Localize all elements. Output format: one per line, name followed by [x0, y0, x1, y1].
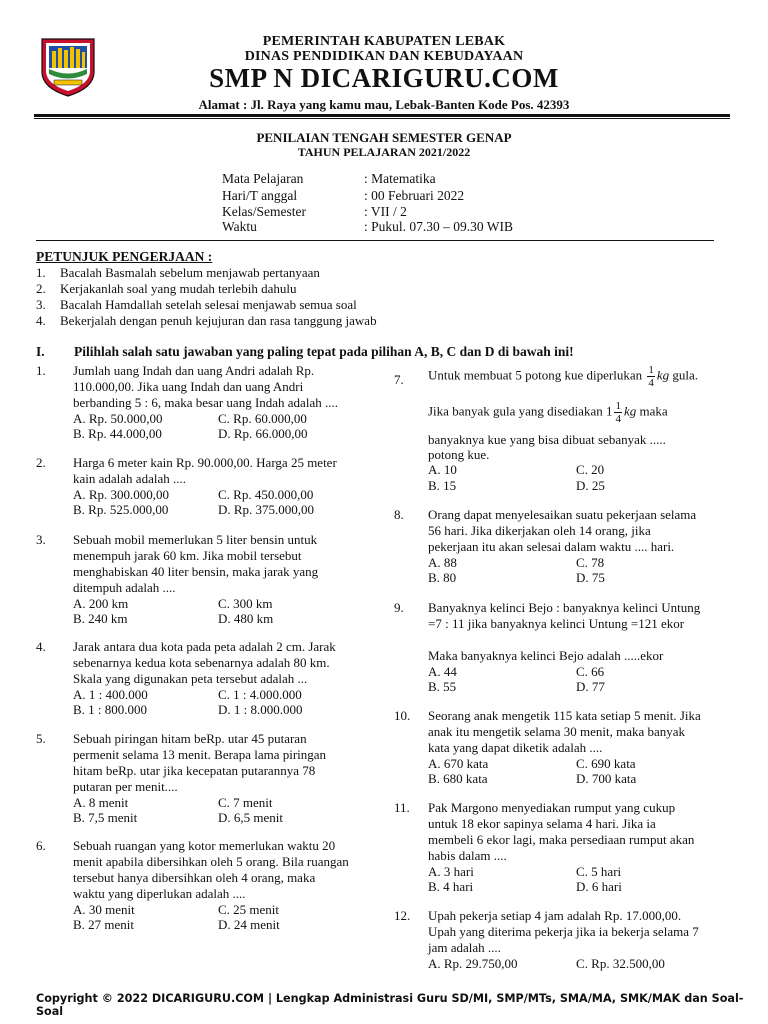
- answer-option[interactable]: B. 15: [428, 478, 457, 493]
- question-text-line: jam adalah ....: [428, 940, 501, 955]
- info-value: : 00 Februari 2022: [364, 188, 465, 203]
- info-divider: [36, 240, 714, 241]
- answer-option[interactable]: D. Rp. 375.000,00: [218, 502, 315, 517]
- answer-option[interactable]: D. 6,5 menit: [218, 810, 283, 825]
- section-number: I.: [36, 344, 45, 359]
- answer-option[interactable]: C. 1 : 4.000.000: [218, 687, 302, 702]
- fraction-denominator: 4: [648, 377, 654, 389]
- question-text-line: 56 hari. Jika dikerjakan oleh 14 orang, jika: [428, 523, 651, 538]
- answer-option[interactable]: C. Rp. 60.000,00: [218, 411, 307, 426]
- exam-year: TAHUN PELAJARAN 2021/2022: [297, 145, 471, 159]
- answer-option[interactable]: C. 7 menit: [218, 795, 273, 810]
- answer-option[interactable]: B. 7,5 menit: [73, 810, 138, 825]
- question-text-line: ditempuh adalah ....: [73, 580, 176, 595]
- question-text-line: Orang dapat menyelesaikan suatu pekerjaan selama: [428, 507, 697, 522]
- info-label: Kelas/Semester: [222, 204, 306, 219]
- school-name: SMP N DICARIGURU.COM: [209, 63, 559, 93]
- question-text-line: Maka banyaknya kelinci Bejo adalah .....ekor: [428, 648, 664, 663]
- question-text-line: Harga 6 meter kain Rp. 90.000,00. Harga 25 meter: [73, 455, 337, 470]
- instruction-number: 1.: [36, 265, 46, 280]
- answer-option[interactable]: B. 680 kata: [428, 771, 488, 786]
- question-text-line: potong kue.: [428, 447, 490, 462]
- instruction-number: 3.: [36, 297, 46, 312]
- answer-option[interactable]: D. 75: [576, 570, 605, 585]
- question-text-line: kata yang dapat diketik adalah ....: [428, 740, 603, 755]
- question-number: 4.: [36, 639, 46, 654]
- answer-option[interactable]: B. 27 menit: [73, 917, 135, 932]
- answer-option[interactable]: A. 670 kata: [428, 756, 489, 771]
- question-number: 8.: [394, 507, 404, 522]
- footer-copyright: Copyright © 2022 DICARIGURU.COM | Lengkap Administrasi Guru SD/MI, SMP/MTs, SMA/MA, SMK/MAK dan Soal-Soal: [36, 992, 744, 1018]
- question-text-line: Banyaknya kelinci Bejo : banyaknya kelinci Untung: [428, 600, 701, 615]
- question-text-line: banyaknya kue yang bisa dibuat sebanyak .....: [428, 432, 666, 447]
- question-text-line: putaran per menit....: [73, 779, 178, 794]
- fraction: [614, 400, 622, 425]
- question-text-line: [428, 400, 668, 425]
- info-label: Hari/T anggal: [222, 188, 298, 203]
- instruction-number: 2.: [36, 281, 46, 296]
- question-text-line: waktu yang diperlukan adalah ....: [73, 886, 246, 901]
- question-text-line: Skala yang digunakan peta tersebut adalah ...: [73, 671, 308, 686]
- instruction-text: Bacalah Basmalah sebelum menjawab pertanyaan: [60, 265, 320, 280]
- question-text-line: hitam beRp. utar jika kecepatan putarannya 78: [73, 763, 316, 778]
- question-number: 3.: [36, 532, 46, 547]
- fraction: [647, 364, 655, 389]
- question-number: 11.: [394, 800, 410, 815]
- info-value: : Matematika: [364, 171, 436, 186]
- department-name: DINAS PENDIDIKAN DAN KEBUDAYAAN: [244, 49, 524, 64]
- answer-option[interactable]: C. 20: [576, 462, 605, 477]
- question-text-line: menghabiskan 40 liter bensin, maka jarak yang: [73, 564, 319, 579]
- answer-option[interactable]: D. 77: [576, 679, 605, 694]
- question-number: 2.: [36, 455, 46, 470]
- question-text-line: Jarak antara dua kota pada peta adalah 2 cm. Jarak: [73, 639, 336, 654]
- instruction-text: Bekerjalah dengan penuh kejujuran dan rasa tanggung jawab: [60, 313, 377, 328]
- question-text-line: [428, 364, 698, 389]
- fraction-numerator: 1: [648, 364, 654, 376]
- answer-option[interactable]: C. 690 kata: [576, 756, 636, 771]
- exam-title: PENILAIAN TENGAH SEMESTER GENAP: [256, 130, 512, 145]
- question-text-line: Upah pekerja setiap 4 jam adalah Rp. 17.000,00.: [428, 908, 682, 923]
- question-text-line: menit apabila dibersihkan oleh 5 orang. Bila ruangan: [73, 854, 349, 869]
- question-number: 12.: [394, 908, 411, 923]
- question-number: 10.: [394, 708, 411, 723]
- question-text-line: membeli 6 ekor lagi, maka persediaan rumput akan: [428, 832, 695, 847]
- question-text-line: Sebuah piringan hitam beRp. utar 45 putaran: [73, 731, 307, 746]
- answer-option[interactable]: A. 200 km: [73, 596, 129, 611]
- q7-text-post: gula.: [672, 367, 699, 383]
- answer-option[interactable]: D. 6 hari: [576, 879, 622, 894]
- instruction-text: Kerjakanlah soal yang mudah terlebih dahulu: [60, 281, 297, 296]
- mixed-whole: 1: [605, 403, 613, 419]
- question-text-line: =7 : 11 jika banyaknya kelinci Untung =121 ekor: [428, 616, 685, 631]
- answer-option[interactable]: C. Rp. 32.500,00: [576, 956, 665, 971]
- answer-option[interactable]: A. 1 : 400.000: [73, 687, 148, 702]
- answer-option[interactable]: A. Rp. 300.000,00: [73, 487, 170, 502]
- answer-option[interactable]: B. 80: [428, 570, 457, 585]
- question-text-line: Jumlah uang Indah dan uang Andri adalah Rp.: [73, 363, 315, 378]
- header-divider-thin: [34, 118, 730, 119]
- question-text-line: 110.000,00. Jika uang Indah dan uang Andri: [73, 379, 304, 394]
- question-text-line: anak itu mengetik selama 30 menit, maka banyak: [428, 724, 686, 739]
- question-number: 9.: [394, 600, 404, 615]
- answer-option[interactable]: D. 24 menit: [218, 917, 280, 932]
- info-label: Mata Pelajaran: [222, 171, 304, 186]
- answer-option[interactable]: C. 5 hari: [576, 864, 622, 879]
- question-text-line: berbanding 5 : 6, maka besar uang Indah adalah ....: [73, 395, 338, 410]
- info-value: : Pukul. 07.30 – 09.30 WIB: [364, 219, 514, 234]
- answer-option[interactable]: D. 1 : 8.000.000: [218, 702, 303, 717]
- question-text-line: Sebuah ruangan yang kotor memerlukan waktu 20: [73, 838, 336, 853]
- answer-option[interactable]: B. 55: [428, 679, 457, 694]
- answer-option[interactable]: A. 30 menit: [73, 902, 135, 917]
- info-label: Waktu: [222, 219, 257, 234]
- unit: kg: [623, 403, 637, 419]
- answer-option[interactable]: D. Rp. 66.000,00: [218, 426, 308, 441]
- section-instruction: Pilihlah salah satu jawaban yang paling tepat pada pilihan A, B, C dan D di bawah ini!: [74, 344, 574, 359]
- answer-option[interactable]: C. 25 menit: [218, 902, 280, 917]
- question-text-line: pekerjaan itu akan selesai dalam waktu .... hari.: [428, 539, 675, 554]
- answer-option[interactable]: C. Rp. 450.000,00: [218, 487, 314, 502]
- answer-option[interactable]: C. 78: [576, 555, 605, 570]
- instruction-text: Bacalah Hamdallah setelah selesai menjawab semua soal: [60, 297, 357, 312]
- govt-name: PEMERINTAH KABUPATEN LEBAK: [262, 34, 506, 49]
- answer-option[interactable]: D. 480 km: [218, 611, 274, 626]
- fraction-denominator: 4: [615, 413, 621, 425]
- answer-option[interactable]: A. 8 menit: [73, 795, 129, 810]
- answer-option[interactable]: A. 3 hari: [428, 864, 474, 879]
- question-number: 1.: [36, 363, 46, 378]
- question-number: 5.: [36, 731, 46, 746]
- answer-option[interactable]: A. Rp. 29.750,00: [428, 956, 518, 971]
- answer-option[interactable]: B. 240 km: [73, 611, 128, 626]
- question-number: 7.: [394, 372, 404, 387]
- question-text-line: permenit selama 13 menit. Berapa lama piringan: [73, 747, 327, 762]
- fraction-numerator: 1: [615, 400, 621, 412]
- question-text-line: untuk 18 ekor sapinya selama 4 hari. Jika ia: [428, 816, 656, 831]
- answer-option[interactable]: B. Rp. 525.000,00: [73, 502, 169, 517]
- answer-option[interactable]: C. 66: [576, 664, 605, 679]
- answer-option[interactable]: C. 300 km: [218, 596, 273, 611]
- answer-option[interactable]: D. 700 kata: [576, 771, 637, 786]
- unit: kg: [656, 367, 670, 383]
- instructions-heading: PETUNJUK PENGERJAAN :: [36, 249, 213, 264]
- question-text-line: Seorang anak mengetik 115 kata setiap 5 menit. Jika: [428, 708, 701, 723]
- q7-line2-pre: Jika banyak gula yang disediakan: [428, 403, 603, 419]
- answer-option[interactable]: A. 88: [428, 555, 457, 570]
- question-text-line: Sebuah mobil memerlukan 5 liter bensin untuk: [73, 532, 318, 547]
- question-text-line: menempuh jarak 60 km. Jika mobil tersebut: [73, 548, 302, 563]
- q7-text-pre: Untuk membuat 5 potong kue diperlukan: [428, 367, 643, 383]
- question-text-line: Upah yang diterima pekerja jika ia bekerja selama 7: [428, 924, 699, 939]
- question-text-line: habis dalam ....: [428, 848, 507, 863]
- info-value: : VII / 2: [364, 204, 407, 219]
- header-divider: [34, 114, 730, 117]
- q7-line2-post: maka: [639, 403, 668, 419]
- question-text-line: sebenarnya kedua kota sebenarnya adalah 80 km.: [73, 655, 330, 670]
- question-text-line: Pak Margono menyediakan rumput yang cukup: [428, 800, 676, 815]
- answer-option[interactable]: A. Rp. 50.000,00: [73, 411, 163, 426]
- instruction-number: 4.: [36, 313, 46, 328]
- answer-option[interactable]: A. 44: [428, 664, 457, 679]
- answer-option[interactable]: D. 25: [576, 478, 605, 493]
- answer-option[interactable]: B. 1 : 800.000: [73, 702, 148, 717]
- answer-option[interactable]: B. Rp. 44.000,00: [73, 426, 162, 441]
- answer-option[interactable]: B. 4 hari: [428, 879, 474, 894]
- school-address: Alamat : Jl. Raya yang kamu mau, Lebak-Banten Kode Pos. 42393: [198, 97, 570, 112]
- question-text-line: tersebut hanya dibersihkan oleh 4 orang, maka: [73, 870, 316, 885]
- question-text-line: kain adalah adalah ....: [73, 471, 186, 486]
- question-number: 6.: [36, 838, 46, 853]
- answer-option[interactable]: A. 10: [428, 462, 457, 477]
